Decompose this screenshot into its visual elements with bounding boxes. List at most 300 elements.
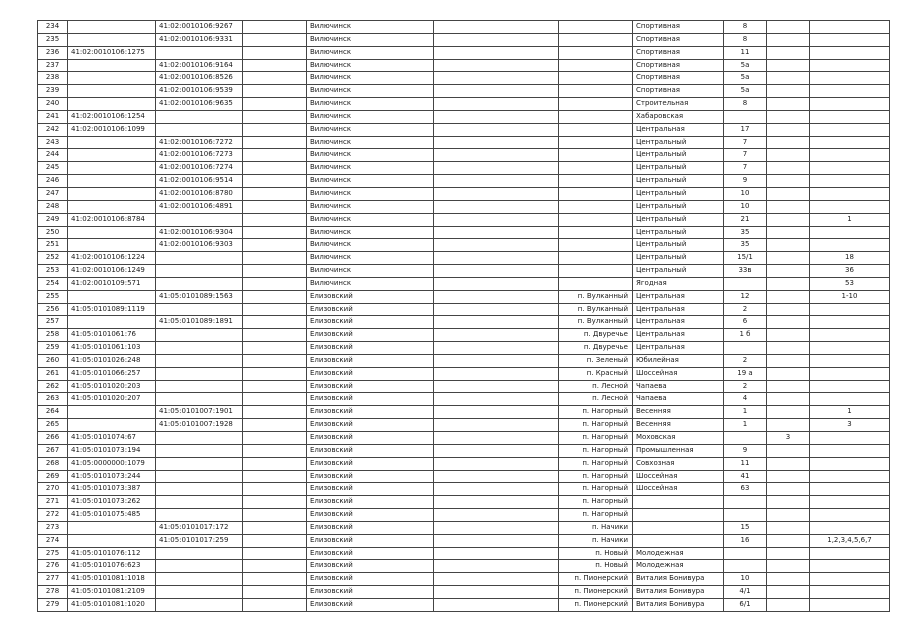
building-number-cell [767, 406, 810, 419]
flat-number-cell: 3 [810, 419, 890, 432]
district-cell: Вилючинск [307, 239, 434, 252]
settlement-cell [559, 213, 633, 226]
premises-cadastral-cell [156, 483, 243, 496]
row-number-cell: 238 [38, 72, 68, 85]
premises-cadastral-cell: 41:02:0010106:7272 [156, 136, 243, 149]
building-number-cell [767, 187, 810, 200]
building-number-cell [767, 226, 810, 239]
premises-cadastral-cell: 41:02:0010106:9331 [156, 33, 243, 46]
empty-cell [434, 187, 559, 200]
settlement-cell [559, 239, 633, 252]
premises-cadastral-cell: 41:02:0010106:9539 [156, 85, 243, 98]
district-cell: Елизовский [307, 470, 434, 483]
empty-cell [434, 521, 559, 534]
building-number-cell [767, 21, 810, 34]
flat-number-cell: 18 [810, 252, 890, 265]
house-number-cell: 7 [724, 149, 767, 162]
empty-cell [434, 33, 559, 46]
empty-cell [243, 85, 307, 98]
building-cadastral-cell: 41:05:0101061:103 [68, 342, 156, 355]
settlement-cell: п. Новый [559, 547, 633, 560]
street-cell: Виталия Бонивура [633, 586, 724, 599]
house-number-cell: 15 [724, 521, 767, 534]
street-cell: Спортивная [633, 59, 724, 72]
building-cadastral-cell [68, 162, 156, 175]
settlement-cell [559, 252, 633, 265]
building-cadastral-cell: 41:05:0101020:203 [68, 380, 156, 393]
building-cadastral-cell [68, 521, 156, 534]
row-number-cell: 269 [38, 470, 68, 483]
street-cell: Центральный [633, 239, 724, 252]
flat-number-cell [810, 303, 890, 316]
flat-number-cell: 1 [810, 406, 890, 419]
table-row [38, 175, 890, 188]
row-number-cell: 276 [38, 560, 68, 573]
street-cell: Чапаева [633, 380, 724, 393]
flat-number-cell [810, 110, 890, 123]
building-cadastral-cell: 41:02:0010106:1224 [68, 252, 156, 265]
street-cell: Спортивная [633, 33, 724, 46]
house-number-cell [724, 342, 767, 355]
street-cell: Центральная [633, 316, 724, 329]
empty-cell [434, 226, 559, 239]
settlement-cell [559, 59, 633, 72]
district-cell: Елизовский [307, 329, 434, 342]
building-cadastral-cell [68, 406, 156, 419]
row-number-cell: 262 [38, 380, 68, 393]
row-number-cell: 259 [38, 342, 68, 355]
settlement-cell: п. Вулканный [559, 303, 633, 316]
district-cell: Вилючинск [307, 136, 434, 149]
table-row [38, 354, 890, 367]
district-cell: Елизовский [307, 419, 434, 432]
flat-number-cell [810, 85, 890, 98]
house-number-cell: 1 [724, 406, 767, 419]
settlement-cell [559, 85, 633, 98]
building-number-cell [767, 380, 810, 393]
empty-cell [434, 586, 559, 599]
house-number-cell: 5а [724, 85, 767, 98]
building-cadastral-cell [68, 290, 156, 303]
empty-cell [434, 316, 559, 329]
premises-cadastral-cell: 41:02:0010106:7273 [156, 149, 243, 162]
settlement-cell: п. Зеленый [559, 354, 633, 367]
empty-cell [243, 226, 307, 239]
empty-cell [434, 98, 559, 111]
street-cell: Спортивная [633, 72, 724, 85]
district-cell: Елизовский [307, 598, 434, 611]
table-row [38, 85, 890, 98]
table-row [38, 329, 890, 342]
empty-cell [243, 393, 307, 406]
empty-cell [243, 598, 307, 611]
settlement-cell: п. Двуречье [559, 342, 633, 355]
house-number-cell: 33в [724, 265, 767, 278]
building-cadastral-cell [68, 21, 156, 34]
house-number-cell: 9 [724, 444, 767, 457]
empty-cell [243, 496, 307, 509]
row-number-cell: 267 [38, 444, 68, 457]
building-cadastral-cell: 41:05:0101081:1018 [68, 573, 156, 586]
building-cadastral-cell [68, 226, 156, 239]
empty-cell [243, 380, 307, 393]
row-number-cell: 250 [38, 226, 68, 239]
building-cadastral-cell [68, 200, 156, 213]
settlement-cell: п. Начики [559, 534, 633, 547]
building-number-cell [767, 149, 810, 162]
table-row [38, 303, 890, 316]
street-cell: Центральная [633, 329, 724, 342]
house-number-cell [724, 547, 767, 560]
empty-cell [434, 444, 559, 457]
row-number-cell: 251 [38, 239, 68, 252]
flat-number-cell [810, 547, 890, 560]
empty-cell [243, 162, 307, 175]
row-number-cell: 260 [38, 354, 68, 367]
flat-number-cell [810, 239, 890, 252]
flat-number-cell [810, 573, 890, 586]
empty-cell [434, 149, 559, 162]
empty-cell [434, 162, 559, 175]
empty-cell [434, 85, 559, 98]
table-row [38, 419, 890, 432]
flat-number-cell [810, 380, 890, 393]
building-number-cell [767, 586, 810, 599]
table-row [38, 393, 890, 406]
building-cadastral-cell [68, 59, 156, 72]
premises-cadastral-cell: 41:02:0010106:9303 [156, 239, 243, 252]
house-number-cell: 41 [724, 470, 767, 483]
flat-number-cell [810, 496, 890, 509]
row-number-cell: 274 [38, 534, 68, 547]
table-row [38, 342, 890, 355]
street-cell: Весенняя [633, 406, 724, 419]
house-number-cell: 21 [724, 213, 767, 226]
building-number-cell [767, 85, 810, 98]
premises-cadastral-cell [156, 509, 243, 522]
district-cell: Вилючинск [307, 72, 434, 85]
building-number-cell [767, 509, 810, 522]
empty-cell [434, 419, 559, 432]
flat-number-cell [810, 354, 890, 367]
building-cadastral-cell: 41:05:0101066:257 [68, 367, 156, 380]
house-number-cell: 19 а [724, 367, 767, 380]
district-cell: Елизовский [307, 521, 434, 534]
district-cell: Елизовский [307, 547, 434, 560]
building-cadastral-cell [68, 85, 156, 98]
house-number-cell: 63 [724, 483, 767, 496]
street-cell: Центральный [633, 175, 724, 188]
empty-cell [434, 303, 559, 316]
street-cell: Молодежная [633, 560, 724, 573]
premises-cadastral-cell: 41:05:0101017:259 [156, 534, 243, 547]
building-cadastral-cell: 41:05:0101089:1119 [68, 303, 156, 316]
row-number-cell: 243 [38, 136, 68, 149]
flat-number-cell [810, 98, 890, 111]
settlement-cell: п. Нагорный [559, 496, 633, 509]
empty-cell [434, 393, 559, 406]
empty-cell [243, 342, 307, 355]
settlement-cell: п. Лесной [559, 380, 633, 393]
building-number-cell [767, 98, 810, 111]
street-cell: Шоссейная [633, 367, 724, 380]
house-number-cell: 35 [724, 226, 767, 239]
building-number-cell [767, 110, 810, 123]
row-number-cell: 235 [38, 33, 68, 46]
district-cell: Елизовский [307, 509, 434, 522]
empty-cell [434, 59, 559, 72]
premises-cadastral-cell [156, 213, 243, 226]
row-number-cell: 237 [38, 59, 68, 72]
building-cadastral-cell: 41:02:0010106:8784 [68, 213, 156, 226]
street-cell [633, 496, 724, 509]
empty-cell [434, 329, 559, 342]
house-number-cell: 11 [724, 457, 767, 470]
table-row [38, 21, 890, 34]
empty-cell [434, 496, 559, 509]
premises-cadastral-cell: 41:02:0010106:9304 [156, 226, 243, 239]
row-number-cell: 275 [38, 547, 68, 560]
street-cell: Ягодная [633, 277, 724, 290]
address-register-table [37, 20, 890, 612]
table-row [38, 483, 890, 496]
building-number-cell [767, 46, 810, 59]
table-row [38, 496, 890, 509]
empty-cell [243, 72, 307, 85]
district-cell: Вилючинск [307, 59, 434, 72]
settlement-cell [559, 277, 633, 290]
street-cell: Совхозная [633, 457, 724, 470]
house-number-cell: 35 [724, 239, 767, 252]
street-cell: Центральный [633, 252, 724, 265]
district-cell: Вилючинск [307, 187, 434, 200]
flat-number-cell [810, 316, 890, 329]
premises-cadastral-cell [156, 46, 243, 59]
empty-cell [434, 136, 559, 149]
empty-cell [434, 213, 559, 226]
table-row [38, 457, 890, 470]
empty-cell [243, 316, 307, 329]
settlement-cell [559, 175, 633, 188]
flat-number-cell [810, 149, 890, 162]
empty-cell [434, 290, 559, 303]
settlement-cell [559, 72, 633, 85]
house-number-cell: 4 [724, 393, 767, 406]
street-cell: Весенняя [633, 419, 724, 432]
empty-cell [243, 110, 307, 123]
house-number-cell: 8 [724, 33, 767, 46]
building-cadastral-cell: 41:05:0101073:262 [68, 496, 156, 509]
building-number-cell [767, 354, 810, 367]
row-number-cell: 261 [38, 367, 68, 380]
table-row [38, 586, 890, 599]
street-cell [633, 521, 724, 534]
settlement-cell [559, 187, 633, 200]
table-row [38, 470, 890, 483]
row-number-cell: 242 [38, 123, 68, 136]
table-row [38, 444, 890, 457]
district-cell: Елизовский [307, 444, 434, 457]
empty-cell [434, 534, 559, 547]
building-number-cell [767, 265, 810, 278]
row-number-cell: 246 [38, 175, 68, 188]
district-cell: Елизовский [307, 406, 434, 419]
row-number-cell: 268 [38, 457, 68, 470]
building-cadastral-cell [68, 187, 156, 200]
district-cell: Вилючинск [307, 162, 434, 175]
building-number-cell [767, 444, 810, 457]
house-number-cell [724, 110, 767, 123]
empty-cell [434, 483, 559, 496]
table-row [38, 33, 890, 46]
empty-cell [434, 110, 559, 123]
building-cadastral-cell [68, 316, 156, 329]
empty-cell [434, 380, 559, 393]
building-cadastral-cell: 41:05:0000000:1079 [68, 457, 156, 470]
building-cadastral-cell: 41:05:0101075:485 [68, 509, 156, 522]
row-number-cell: 245 [38, 162, 68, 175]
settlement-cell [559, 226, 633, 239]
row-number-cell: 240 [38, 98, 68, 111]
empty-cell [434, 354, 559, 367]
settlement-cell: п. Нагорный [559, 419, 633, 432]
house-number-cell: 4/1 [724, 586, 767, 599]
street-cell: Юбилейная [633, 354, 724, 367]
row-number-cell: 248 [38, 200, 68, 213]
house-number-cell: 7 [724, 136, 767, 149]
building-cadastral-cell: 41:05:0101074:67 [68, 432, 156, 445]
premises-cadastral-cell [156, 432, 243, 445]
empty-cell [434, 432, 559, 445]
premises-cadastral-cell [156, 342, 243, 355]
empty-cell [243, 136, 307, 149]
empty-cell [243, 265, 307, 278]
table-row [38, 200, 890, 213]
empty-cell [243, 354, 307, 367]
district-cell: Вилючинск [307, 149, 434, 162]
district-cell: Вилючинск [307, 252, 434, 265]
building-cadastral-cell: 41:02:0010106:1275 [68, 46, 156, 59]
district-cell: Елизовский [307, 290, 434, 303]
district-cell: Вилючинск [307, 98, 434, 111]
premises-cadastral-cell [156, 393, 243, 406]
flat-number-cell [810, 521, 890, 534]
settlement-cell: п. Нагорный [559, 457, 633, 470]
house-number-cell [724, 432, 767, 445]
empty-cell [243, 239, 307, 252]
house-number-cell: 16 [724, 534, 767, 547]
building-number-cell [767, 470, 810, 483]
building-number-cell [767, 277, 810, 290]
house-number-cell: 6/1 [724, 598, 767, 611]
empty-cell [434, 406, 559, 419]
street-cell: Виталия Бонивура [633, 573, 724, 586]
house-number-cell: 15/1 [724, 252, 767, 265]
table-body [38, 21, 890, 612]
street-cell: Шоссейная [633, 470, 724, 483]
premises-cadastral-cell: 41:02:0010106:9635 [156, 98, 243, 111]
building-number-cell [767, 200, 810, 213]
building-number-cell [767, 162, 810, 175]
empty-cell [243, 59, 307, 72]
building-number-cell [767, 303, 810, 316]
premises-cadastral-cell [156, 586, 243, 599]
building-cadastral-cell: 41:05:0101081:2109 [68, 586, 156, 599]
flat-number-cell [810, 444, 890, 457]
premises-cadastral-cell: 41:02:0010106:4891 [156, 200, 243, 213]
building-cadastral-cell: 41:05:0101073:244 [68, 470, 156, 483]
district-cell: Елизовский [307, 367, 434, 380]
flat-number-cell [810, 367, 890, 380]
flat-number-cell [810, 162, 890, 175]
empty-cell [243, 98, 307, 111]
flat-number-cell: 36 [810, 265, 890, 278]
empty-cell [434, 367, 559, 380]
premises-cadastral-cell [156, 598, 243, 611]
building-cadastral-cell: 41:02:0010109:571 [68, 277, 156, 290]
row-number-cell: 234 [38, 21, 68, 34]
building-cadastral-cell: 41:02:0010106:1249 [68, 265, 156, 278]
table-row [38, 432, 890, 445]
row-number-cell: 258 [38, 329, 68, 342]
row-number-cell: 254 [38, 277, 68, 290]
empty-cell [243, 573, 307, 586]
building-cadastral-cell: 41:05:0101073:387 [68, 483, 156, 496]
table-row [38, 547, 890, 560]
table-row [38, 226, 890, 239]
settlement-cell [559, 162, 633, 175]
row-number-cell: 249 [38, 213, 68, 226]
street-cell: Центральный [633, 200, 724, 213]
building-cadastral-cell: 41:05:0101076:112 [68, 547, 156, 560]
house-number-cell: 6 [724, 316, 767, 329]
table-row [38, 367, 890, 380]
building-number-cell [767, 342, 810, 355]
district-cell: Елизовский [307, 483, 434, 496]
empty-cell [243, 200, 307, 213]
table-row [38, 406, 890, 419]
house-number-cell: 2 [724, 354, 767, 367]
empty-cell [243, 509, 307, 522]
table-row [38, 72, 890, 85]
empty-cell [434, 252, 559, 265]
building-cadastral-cell: 41:05:0101081:1020 [68, 598, 156, 611]
building-cadastral-cell: 41:02:0010106:1254 [68, 110, 156, 123]
district-cell: Вилючинск [307, 21, 434, 34]
row-number-cell: 263 [38, 393, 68, 406]
street-cell: Чапаева [633, 393, 724, 406]
row-number-cell: 278 [38, 586, 68, 599]
premises-cadastral-cell [156, 329, 243, 342]
row-number-cell: 252 [38, 252, 68, 265]
house-number-cell: 5а [724, 72, 767, 85]
street-cell: Спортивная [633, 85, 724, 98]
district-cell: Елизовский [307, 354, 434, 367]
street-cell: Центральный [633, 213, 724, 226]
flat-number-cell [810, 509, 890, 522]
building-number-cell [767, 213, 810, 226]
row-number-cell: 265 [38, 419, 68, 432]
house-number-cell: 1 б [724, 329, 767, 342]
building-number-cell [767, 59, 810, 72]
empty-cell [434, 457, 559, 470]
building-cadastral-cell [68, 175, 156, 188]
empty-cell [243, 457, 307, 470]
building-cadastral-cell [68, 72, 156, 85]
building-number-cell [767, 573, 810, 586]
empty-cell [243, 444, 307, 457]
district-cell: Елизовский [307, 316, 434, 329]
